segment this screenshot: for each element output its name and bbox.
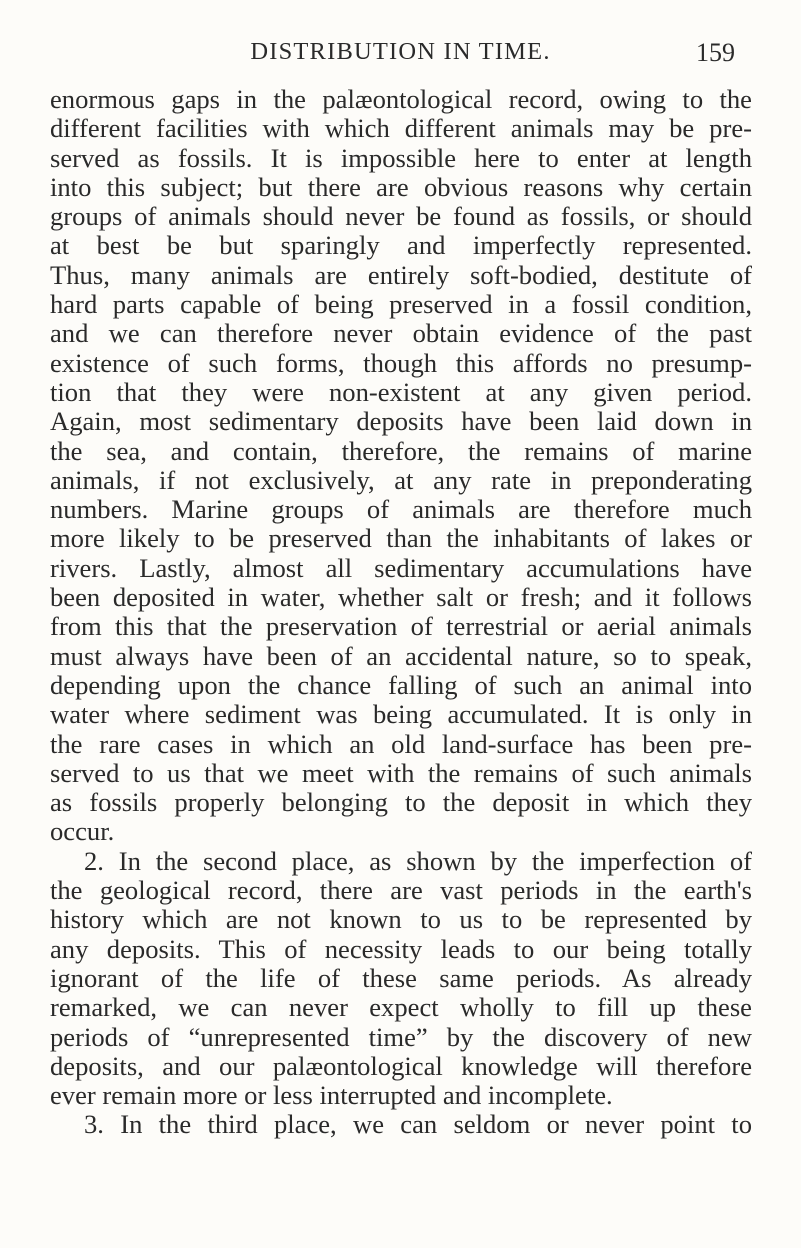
running-title: DISTRIBUTION IN TIME. bbox=[250, 38, 551, 65]
text-line: existence of such forms, though this affords no presump- bbox=[50, 347, 752, 378]
text-line: rivers. Lastly, almost all sedimentary accumulations have bbox=[50, 552, 752, 583]
text-line: Thus, many animals are entirely soft-bodied, destitute of bbox=[50, 259, 752, 290]
body-text bbox=[50, 85, 752, 1140]
text-line: history which are not known to us to be represented by bbox=[50, 904, 752, 935]
text-line: must always have been of an accidental nature, so to speak, bbox=[50, 640, 752, 671]
text-line: more likely to be preserved than the inhabitants of lakes or bbox=[50, 523, 752, 554]
text-line: served as fossils. It is impossible here to enter at length bbox=[50, 142, 752, 173]
text-line: numbers. Marine groups of animals are therefore much bbox=[50, 494, 752, 525]
text-line: ignorant of the life of these same periods. As already bbox=[50, 962, 752, 993]
text-line: served to us that we meet with the remains of such animals bbox=[50, 757, 752, 788]
text-line: depending upon the chance falling of such an animal into bbox=[50, 669, 752, 700]
text-line: into this subject; but there are obvious reasons why certain bbox=[50, 171, 752, 202]
text-line: and we can therefore never obtain evidence of the past bbox=[50, 318, 752, 349]
numbered-paragraph-start: 2. In the second place, as shown by the imperfection of bbox=[84, 845, 752, 876]
text-line: tion that they were non-existent at any given period. bbox=[50, 376, 752, 407]
text-line: at best be but sparingly and imperfectly represented. bbox=[50, 230, 752, 261]
text-line: hard parts capable of being preserved in a fossil condition, bbox=[50, 289, 752, 320]
text-line: Again, most sedimentary deposits have been laid down in bbox=[50, 406, 752, 437]
numbered-paragraph-start: 3. In the third place, we can seldom or never point to bbox=[84, 1109, 752, 1140]
text-line: been deposited in water, whether salt or fresh; and it follows bbox=[50, 582, 752, 613]
text-line: as fossils properly belonging to the deposit in which they bbox=[50, 787, 752, 818]
text-line: remarked, we can never expect wholly to fill up these bbox=[50, 992, 752, 1023]
text-line: the sea, and contain, therefore, the remains of marine bbox=[50, 435, 752, 466]
text-line: different facilities with which different animals may be pre- bbox=[50, 113, 752, 144]
paragraph-end-line: ever remain more or less interrupted and incomplete. bbox=[50, 1080, 613, 1111]
text-line: animals, if not exclusively, at any rate in preponderating bbox=[50, 464, 752, 495]
text-line: the geological record, there are vast periods in the earth's bbox=[50, 875, 752, 906]
text-line: the rare cases in which an old land-surface has been pre- bbox=[50, 728, 752, 759]
text-line: water where sediment was being accumulated. It is only in bbox=[50, 699, 752, 730]
text-line: groups of animals should never be found as fossils, or should bbox=[50, 201, 752, 232]
text-line: deposits, and our palæontological knowledge will therefore bbox=[50, 1050, 752, 1081]
page-number: 159 bbox=[696, 38, 735, 67]
text-line: from this that the preservation of terrestrial or aerial animals bbox=[50, 611, 752, 642]
text-line: periods of “unrepresented time” by the discovery of new bbox=[50, 1021, 752, 1052]
running-head bbox=[48, 38, 753, 78]
paragraph-end-line: occur. bbox=[50, 816, 115, 847]
text-line: enormous gaps in the palæontological record, owing to the bbox=[50, 84, 752, 114]
text-line: any deposits. This of necessity leads to our being totally bbox=[50, 933, 752, 964]
